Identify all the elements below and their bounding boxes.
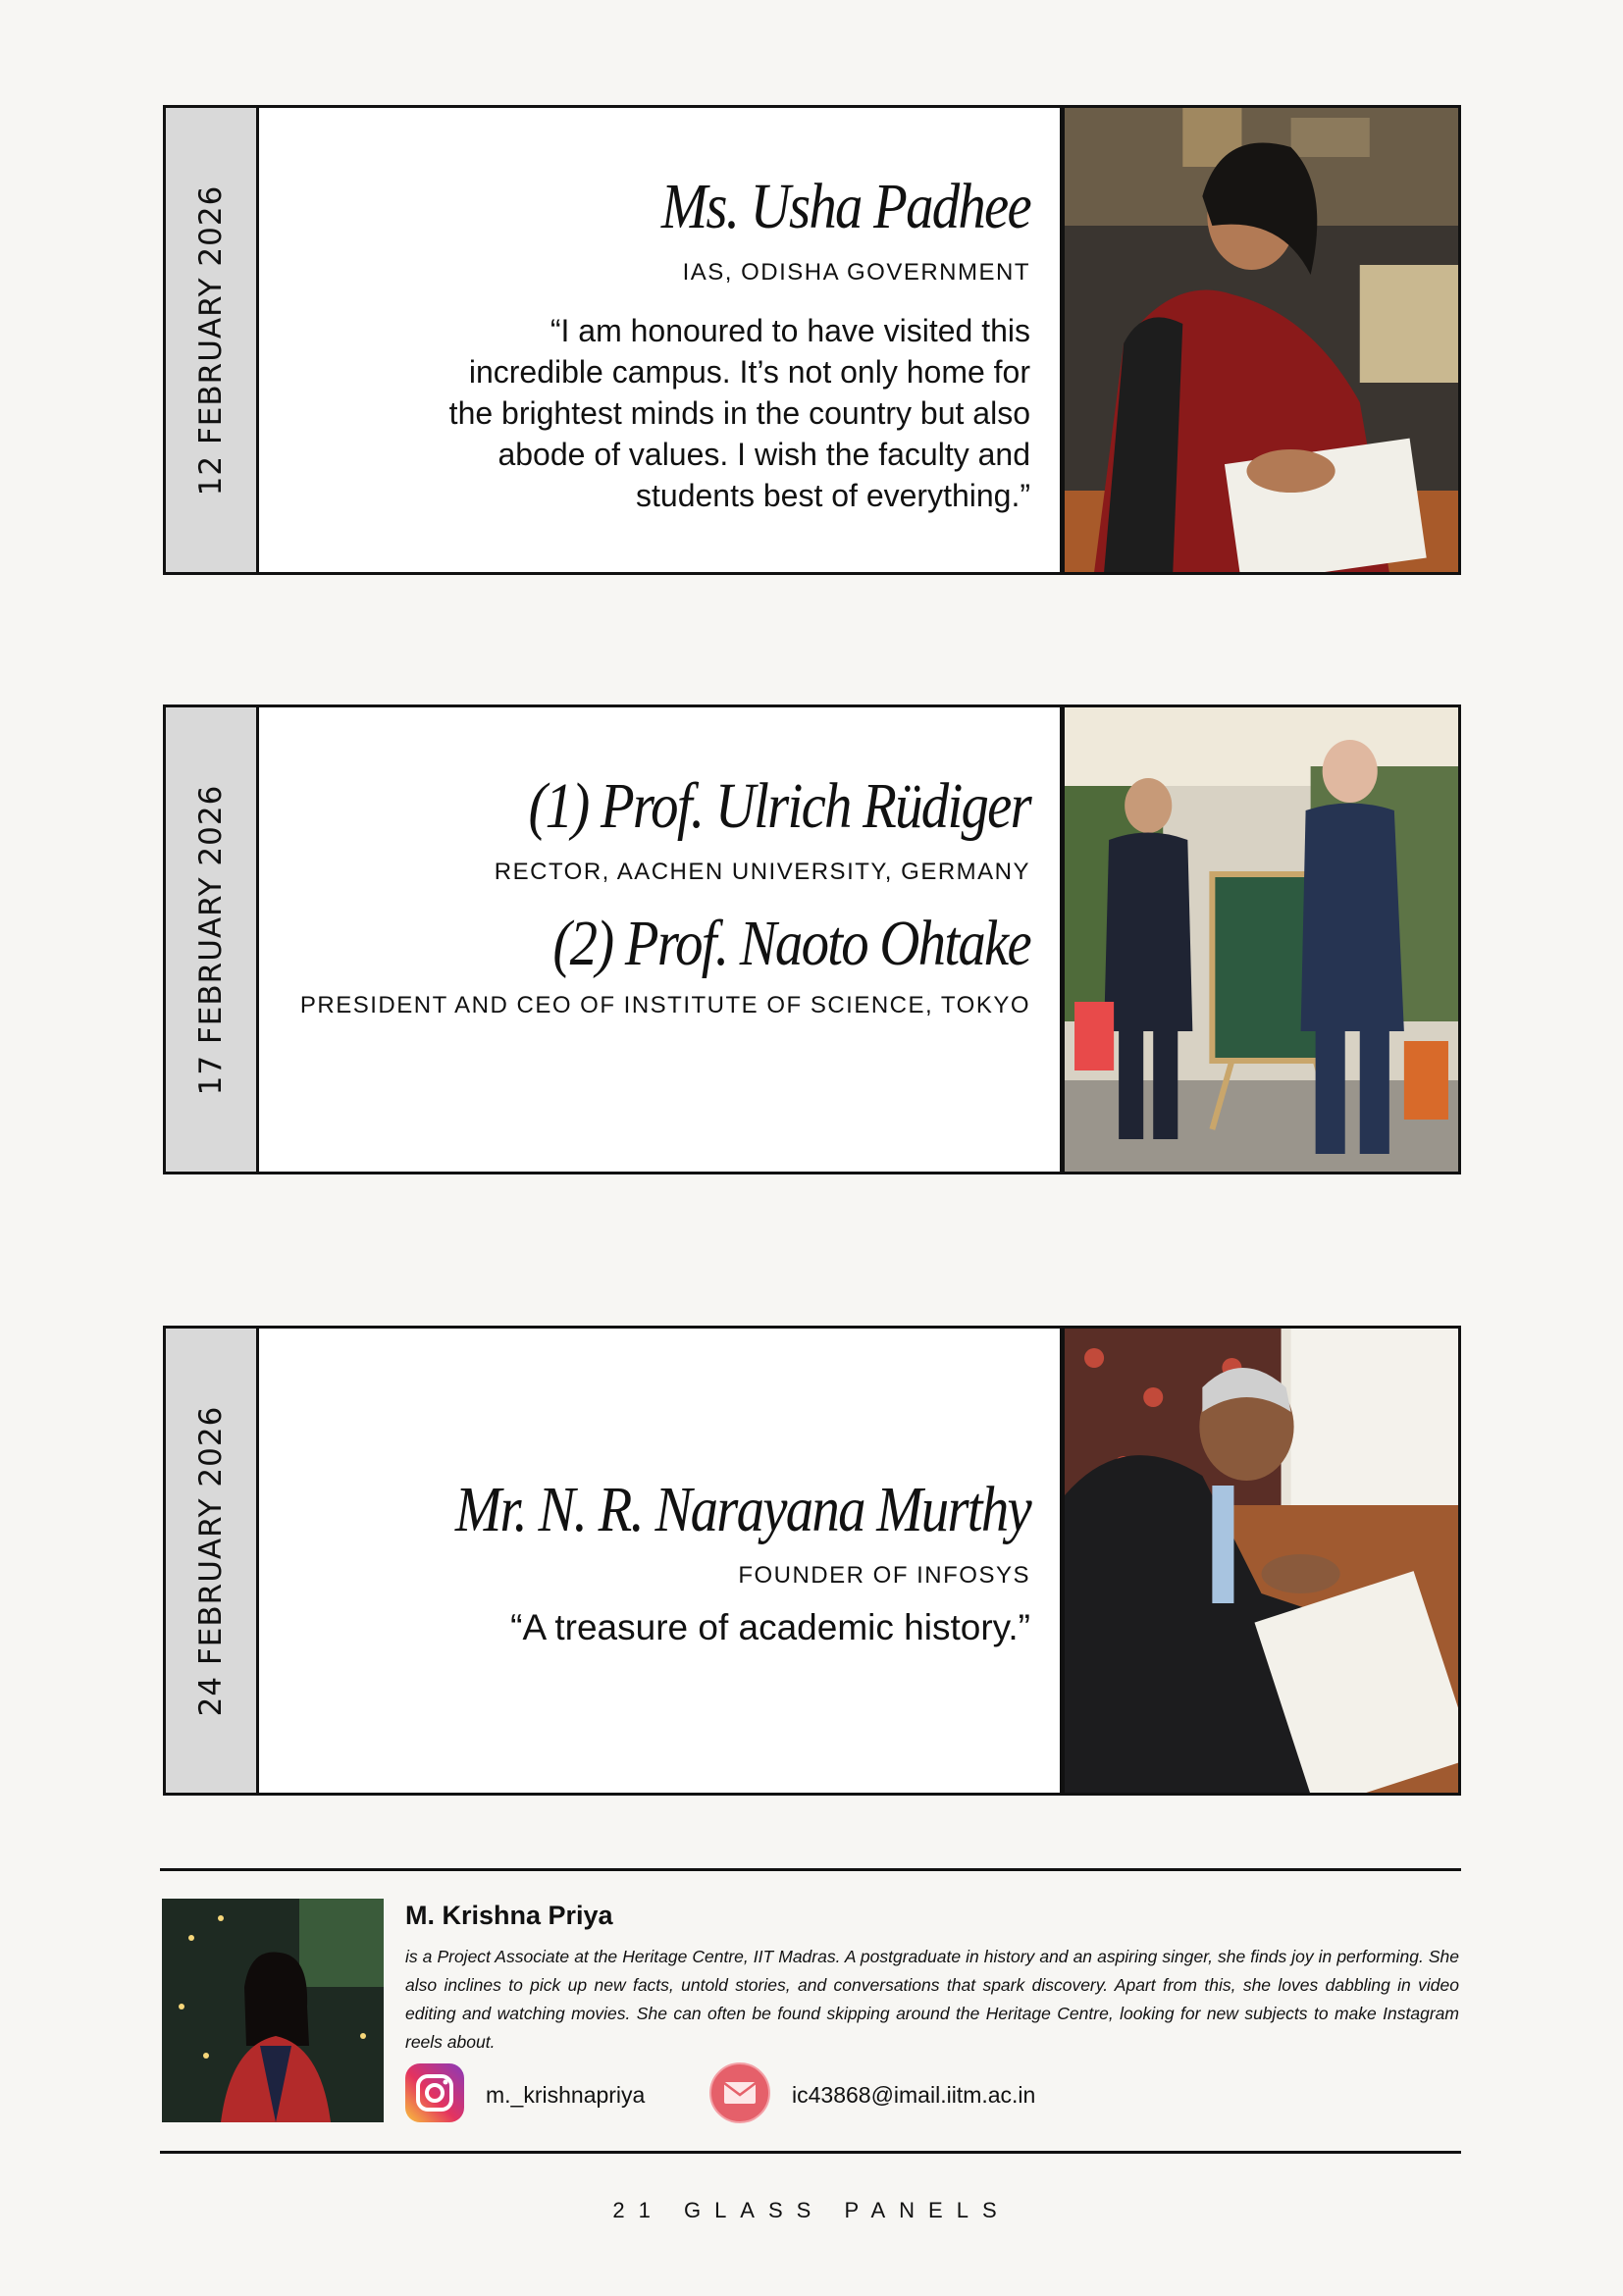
quote-line: abode of values. I wish the faculty and (497, 437, 1030, 472)
instagram-handle: m._krishnapriya (486, 2081, 646, 2108)
visitor-entry (163, 704, 1461, 1178)
visitor-entry (163, 105, 1461, 579)
visitor-name: Ms. Usha Padhee (660, 171, 1030, 242)
visitor-name: (2) Prof. Naoto Ohtake (552, 908, 1030, 979)
entry-date: 12 FEBRUARY 2026 (193, 184, 229, 496)
date-strip (163, 105, 259, 575)
visitor-photo (1062, 704, 1461, 1174)
visitor-entry (163, 1326, 1461, 1800)
entry-text-box (259, 105, 1063, 575)
instagram-icon (405, 2063, 464, 2127)
divider (160, 1868, 1461, 1871)
quote-line: incredible campus. It’s not only home for (468, 354, 1030, 390)
quote-line: students best of everything.” (636, 478, 1030, 513)
date-strip (163, 704, 259, 1174)
visitor-quote (259, 310, 1030, 516)
mail-icon (709, 2062, 770, 2128)
visitor-name: (1) Prof. Ulrich Rüdiger (528, 770, 1030, 842)
visitor-photo (1062, 105, 1461, 575)
entry-date: 17 FEBRUARY 2026 (193, 784, 229, 1095)
visitor-photo (1062, 1326, 1461, 1796)
quote-line: the brightest minds in the country but also (448, 395, 1030, 431)
visitor-title: FOUNDER OF INFOSYS (738, 1562, 1030, 1589)
date-strip (163, 1326, 259, 1796)
visitor-title: IAS, ODISHA GOVERNMENT (682, 259, 1030, 286)
author-bio: is a Project Associate at the Heritage Centre, IIT Madras. A postgraduate in history and an aspiring singer, she finds joy in performing. She also inclines to pick up new facts, untold stories, and conversations that spark discovery. Apart from this, she loves dabbling in video editing and watching movies. She can often be found skipping around the Heritage Centre, looking for new subjects to make Instagram reels about. (405, 1947, 1459, 2052)
visitor-quote: “A treasure of academic history.” (510, 1607, 1030, 1647)
visitor-title: PRESIDENT AND CEO OF INSTITUTE OF SCIENCE, TOKYO (299, 992, 1030, 1018)
email-link[interactable] (709, 2065, 1035, 2124)
visitor-name: Mr. N. R. Narayana Murthy (454, 1474, 1030, 1545)
quote-line: “I am honoured to have visited this (550, 313, 1030, 348)
entry-text-box (259, 704, 1063, 1174)
email-address: ic43868@imail.iitm.ac.in (792, 2081, 1036, 2108)
page-footer: 21 GLASS PANELS (612, 2198, 1011, 2222)
instagram-link[interactable] (405, 2065, 645, 2124)
entry-text-box (259, 1326, 1063, 1796)
visitor-title: RECTOR, AACHEN UNIVERSITY, GERMANY (494, 859, 1030, 885)
divider (160, 2151, 1461, 2154)
entry-date: 24 FEBRUARY 2026 (193, 1405, 229, 1716)
author-photo (162, 1899, 384, 2122)
author-name: M. Krishna Priya (405, 1901, 613, 1930)
